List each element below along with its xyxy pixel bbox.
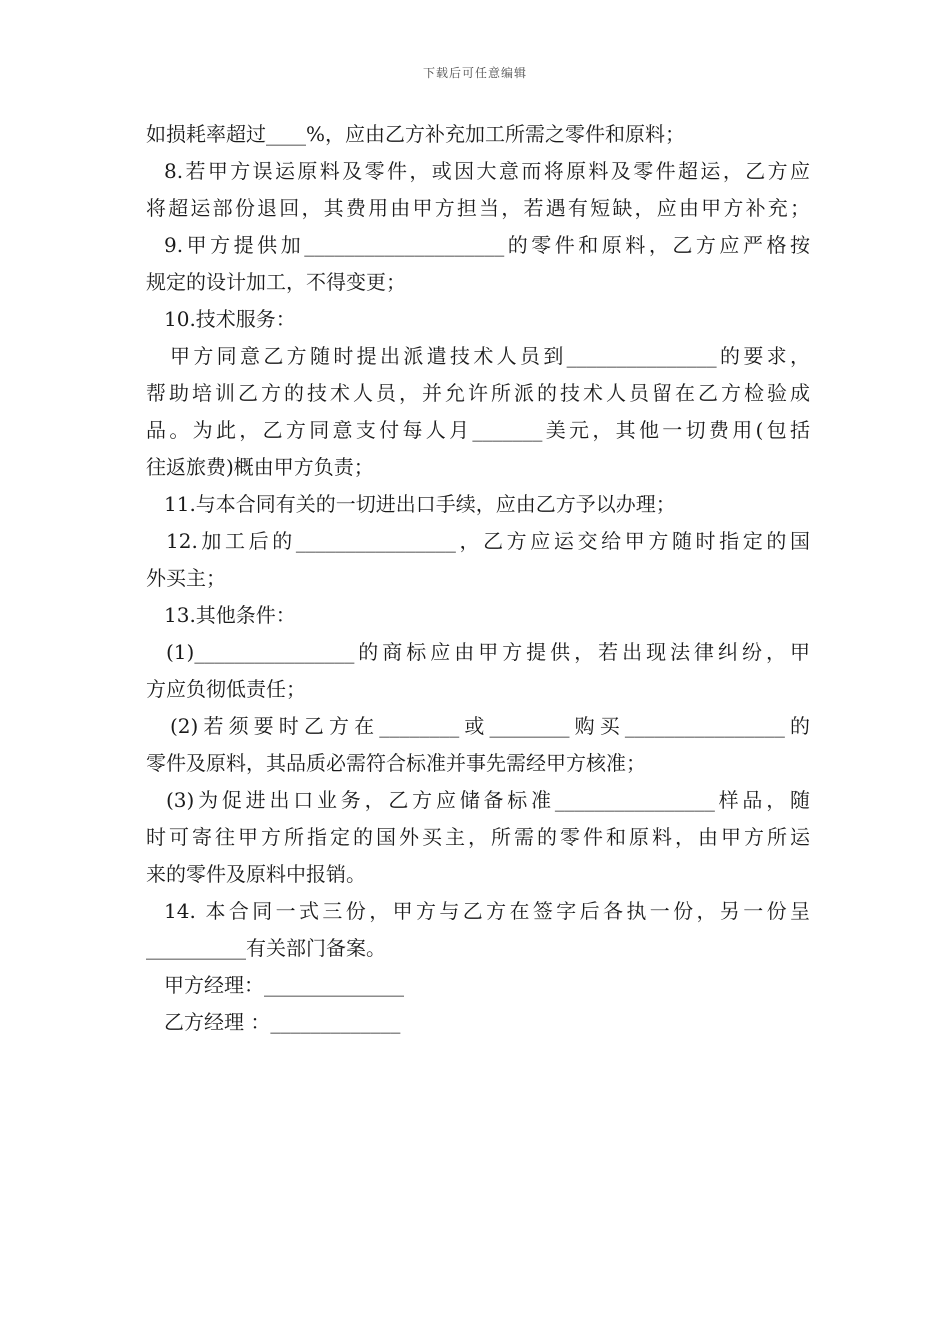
text-line: 乙方经理 ：_____________ xyxy=(164,1010,401,1034)
text-line: 11.与本合同有关的一切进出口手续，应由乙方予以办理； xyxy=(164,492,676,516)
header-note: 下载后可任意编辑 xyxy=(422,66,527,80)
text-line: 14. 本合同一式三份，甲方与乙方在签字后各执一份，另一份呈 xyxy=(164,899,810,923)
text-line: 时可寄往甲方所指定的国外买主，所需的零件和原料，由甲方所运 xyxy=(146,825,810,849)
text-line: 往返旅费)概由甲方负责； xyxy=(146,455,374,479)
text-line: (3)为促进出口业务，乙方应储备标准________________样品，随 xyxy=(166,788,810,812)
text-line: 帮助培训乙方的技术人员，并允许所派的技术人员留在乙方检验成 xyxy=(146,381,810,405)
text-line: 8.若甲方误运原料及零件，或因大意而将原料及零件超运，乙方应 xyxy=(164,159,810,183)
text-line: (2)若须要时乙方在________或________购买________________的 xyxy=(170,714,810,738)
text-line: 方应负彻低责任； xyxy=(146,677,306,701)
text-line: 甲方经理：______________ xyxy=(164,973,404,997)
text-line: 12.加工后的________________，乙方应运交给甲方随时指定的国 xyxy=(166,529,810,553)
text-line: __________有关部门备案。 xyxy=(146,936,386,960)
text-line: 来的零件及原料中报销。 xyxy=(146,862,366,886)
text-line: 品。为此，乙方同意支付每人月_______美元，其他一切费用(包括 xyxy=(146,418,810,442)
text-line: 如损耗率超过____%，应由乙方补充加工所需之零件和原料； xyxy=(146,122,686,146)
text-line: (1)________________的商标应由甲方提供，若出现法律纠纷，甲 xyxy=(166,640,810,664)
text-line: 将超运部份退回，其费用由甲方担当，若遇有短缺，应由甲方补充； xyxy=(146,196,810,220)
text-line: 13.其他条件： xyxy=(164,603,296,627)
contract-body xyxy=(146,116,810,1041)
text-line: 规定的设计加工，不得变更； xyxy=(146,270,406,294)
text-line: 外买主； xyxy=(146,566,226,590)
text-line: 零件及原料，其品质必需符合标准并事先需经甲方核准； xyxy=(146,751,646,775)
text-line: 9.甲方提供加____________________的零件和原料，乙方应严格按 xyxy=(164,233,810,257)
text-line: 甲方同意乙方随时提出派遣技术人员到_______________的要求， xyxy=(170,344,810,368)
text-line: 10.技术服务： xyxy=(164,307,296,331)
